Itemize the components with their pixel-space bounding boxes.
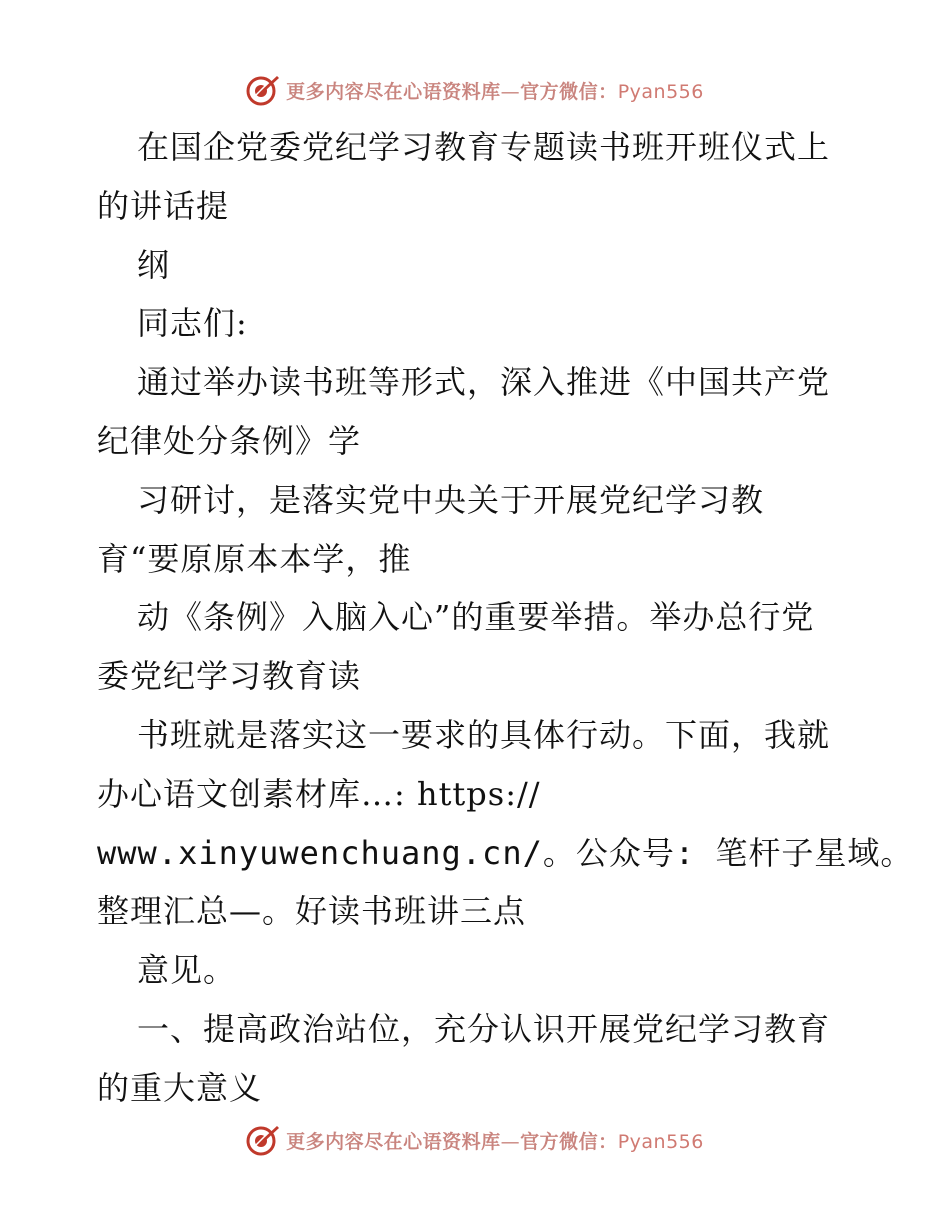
watermark-wechat-id: Pyan556 bbox=[617, 1130, 704, 1153]
text-line: 书班就是落实这一要求的具体行动。下面，我就 bbox=[137, 715, 831, 754]
footer-watermark bbox=[0, 1118, 950, 1162]
text-line: 在国企党委党纪学习教育专题读书班开班仪式上 bbox=[137, 128, 831, 166]
pen-logo-icon bbox=[246, 73, 280, 107]
watermark-label: 官方微信： bbox=[520, 1130, 618, 1153]
text-line: 委党纪学习教育读 bbox=[97, 657, 362, 696]
watermark-site: 更多内容尽在心语资料库 bbox=[286, 1130, 501, 1153]
text-line: 习研讨，是落实党中央关于开展党纪学习教 bbox=[137, 480, 765, 519]
document-body bbox=[97, 118, 914, 1118]
text-line: 整理汇总—。好读书班讲三点 bbox=[97, 892, 527, 931]
text-line: 纲 bbox=[137, 245, 171, 284]
watermark-separator: — bbox=[500, 80, 521, 103]
watermark-site: 更多内容尽在心语资料库 bbox=[286, 80, 501, 103]
watermark-wechat-id: Pyan556 bbox=[617, 80, 704, 103]
text-line: 一、提高政治站位，充分认识开展党纪学习教育 bbox=[137, 1009, 831, 1048]
text-line: 的讲话提 bbox=[97, 186, 230, 225]
text-line: 纪律处分条例》学 bbox=[97, 421, 362, 460]
text-line: 的重大意义 bbox=[97, 1068, 263, 1107]
text-line: 育“要原原本本学，推 bbox=[97, 539, 412, 578]
text-line: www.xinyuwenchuang.cn/。公众号: 笔杆子星域。 bbox=[97, 833, 914, 872]
pen-logo-icon bbox=[246, 1123, 280, 1157]
header-watermark bbox=[0, 68, 950, 112]
watermark-separator: — bbox=[500, 1130, 521, 1153]
text-line: 办心语文创素材库…: https:// bbox=[97, 774, 541, 813]
text-line: 同志们: bbox=[137, 304, 248, 343]
watermark-label: 官方微信： bbox=[520, 80, 618, 103]
text-line: 意见。 bbox=[137, 951, 237, 990]
text-line: 动《条例》入脑入心”的重要举措。举办总行党 bbox=[137, 598, 815, 637]
text-line: 通过举办读书班等形式，深入推进《中国共产党 bbox=[137, 363, 831, 402]
